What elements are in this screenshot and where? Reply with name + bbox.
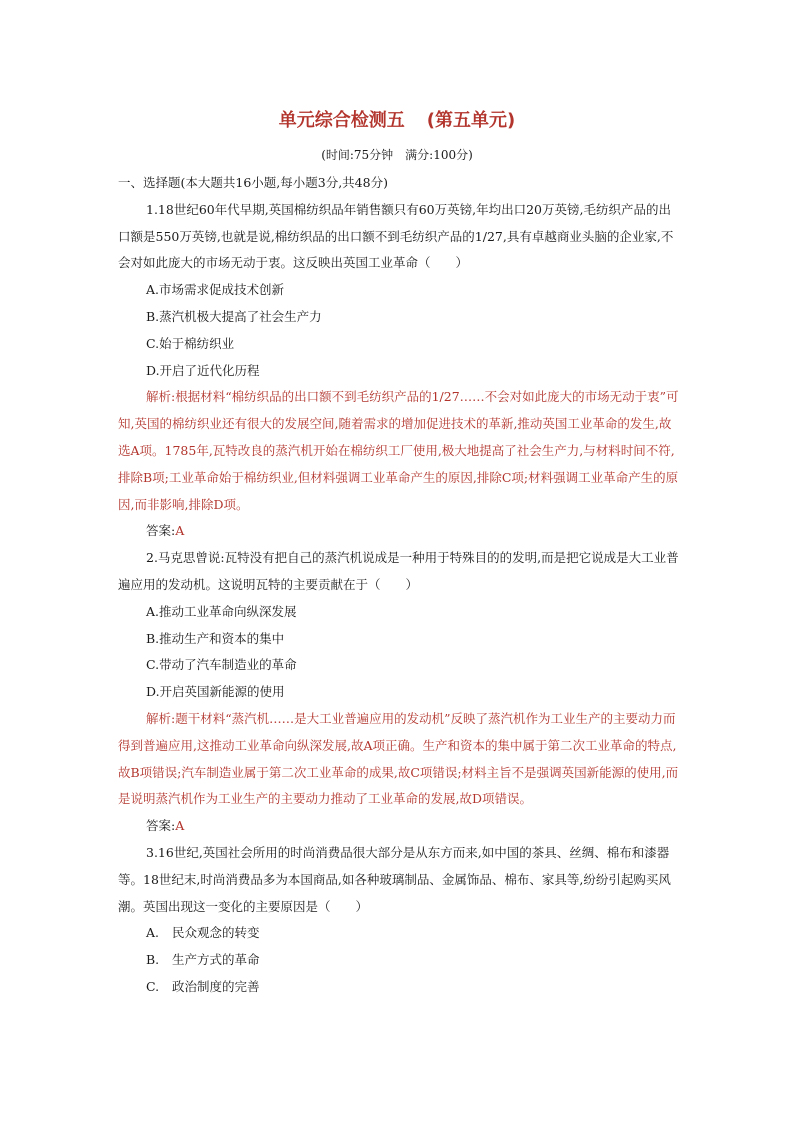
q3-option-a-text: 民众观念的转变 bbox=[172, 925, 260, 941]
q1-option-b: B.蒸汽机极大提高了社会生产力 bbox=[146, 308, 322, 324]
q2-analysis: 解析:题干材料“蒸汽机……是大工业普遍应用的发动机”反映了蒸汽机作为工业生产的主要动力而得到普遍应用,这推动工业革命向纵深发展,故A项正确。生产和资本的集中属于第二次工业革命的特点,故B项错误;汽车制造业属于第二次工业革命的成果,故C项错误;材料主旨不是强调英国新能源的使用,而是说明蒸汽机作为工业生产的主要动力推动了工业革命的发展,故D项错误。 bbox=[118, 710, 679, 807]
q2-stem: 2.马克思曾说:瓦特没有把自己的蒸汽机说成是一种用于特殊目的的发明,而是把它说成是大工业普遍应用的发动机。这说明瓦特的主要贡献在于（ ） bbox=[118, 550, 679, 592]
exam-content bbox=[118, 170, 680, 1001]
section-heading: 一、选择题(本大题共16小题,每小题3分,共48分) bbox=[118, 175, 388, 190]
q1-stem: 1.18世纪60年代早期,英国棉纺织品年销售额只有60万英镑,年均出口20万英镑,毛纺织产品的出口额是550万英镑,也就是说,棉纺织品的出口额不到毛纺织产品的1/27,具有卓越商业头脑的企业家,不会对如此庞大的市场无动于衷。这反映出英国工业革命（ ） bbox=[118, 201, 674, 271]
q3-option-b bbox=[118, 947, 680, 974]
q1-analysis: 解析:根据材料“棉纺织品的出口额不到毛纺织产品的1/27……不会对如此庞大的市场无动于衷”可知,英国的棉纺织业还有很大的发展空间,随着需求的增加促进技术的革新,推动英国工业革命的发生,故选A项。1785年,瓦特改良的蒸汽机开始在棉纺织工厂使用,极大地提高了社会生产力,与材料时间不符,排除B项;工业革命始于棉纺织业,但材料强调工业革命产生的原因,排除C项;材料强调工业革命产生的原因,而非影响,排除D项。 bbox=[118, 389, 679, 512]
q3-option-c bbox=[118, 974, 680, 1001]
q1-option-d: D.开启了近代化历程 bbox=[146, 362, 260, 378]
exam-time-score: (时间:75分钟 满分:100分) bbox=[321, 148, 473, 162]
q2-option-b: B.推动生产和资本的集中 bbox=[146, 630, 285, 646]
title-sub: (第五单元) bbox=[426, 110, 516, 131]
q2-option-d: D.开启英国新能源的使用 bbox=[146, 684, 285, 700]
q3-option-c-key: C. bbox=[146, 978, 160, 994]
q3-option-c-text: 政治制度的完善 bbox=[172, 978, 260, 994]
q2-answer bbox=[118, 813, 680, 840]
q3-option-b-text: 生产方式的革命 bbox=[172, 952, 260, 968]
q1-answer-value: A bbox=[175, 523, 185, 539]
q2-answer-value: A bbox=[175, 818, 185, 834]
q1-option-a: A.市场需求促成技术创新 bbox=[146, 282, 285, 298]
q1-answer-label: 答案: bbox=[146, 523, 176, 539]
q3-option-b-key: B. bbox=[146, 952, 160, 968]
q2-option-a: A.推动工业革命向纵深发展 bbox=[146, 603, 297, 619]
q2-option-c: C.带动了汽车制造业的革命 bbox=[146, 657, 297, 673]
title-main: 单元综合检测五 bbox=[278, 110, 405, 131]
page-title bbox=[0, 106, 794, 132]
q3-stem: 3.16世纪,英国社会所用的时尚消费品很大部分是从东方而来,如中国的茶具、丝绸、棉布和漆器等。18世纪末,时尚消费品多为本国商品,如各种玻璃制品、金属饰品、棉布、家具等,纷纷引起购买风潮。英国出现这一变化的主要原因是（ ） bbox=[118, 844, 671, 914]
q1-answer bbox=[118, 518, 680, 545]
q1-option-c: C.始于棉纺织业 bbox=[146, 335, 235, 351]
q2-answer-label: 答案: bbox=[146, 818, 176, 834]
q3-option-a bbox=[118, 920, 680, 947]
q3-option-a-key: A. bbox=[146, 925, 160, 941]
